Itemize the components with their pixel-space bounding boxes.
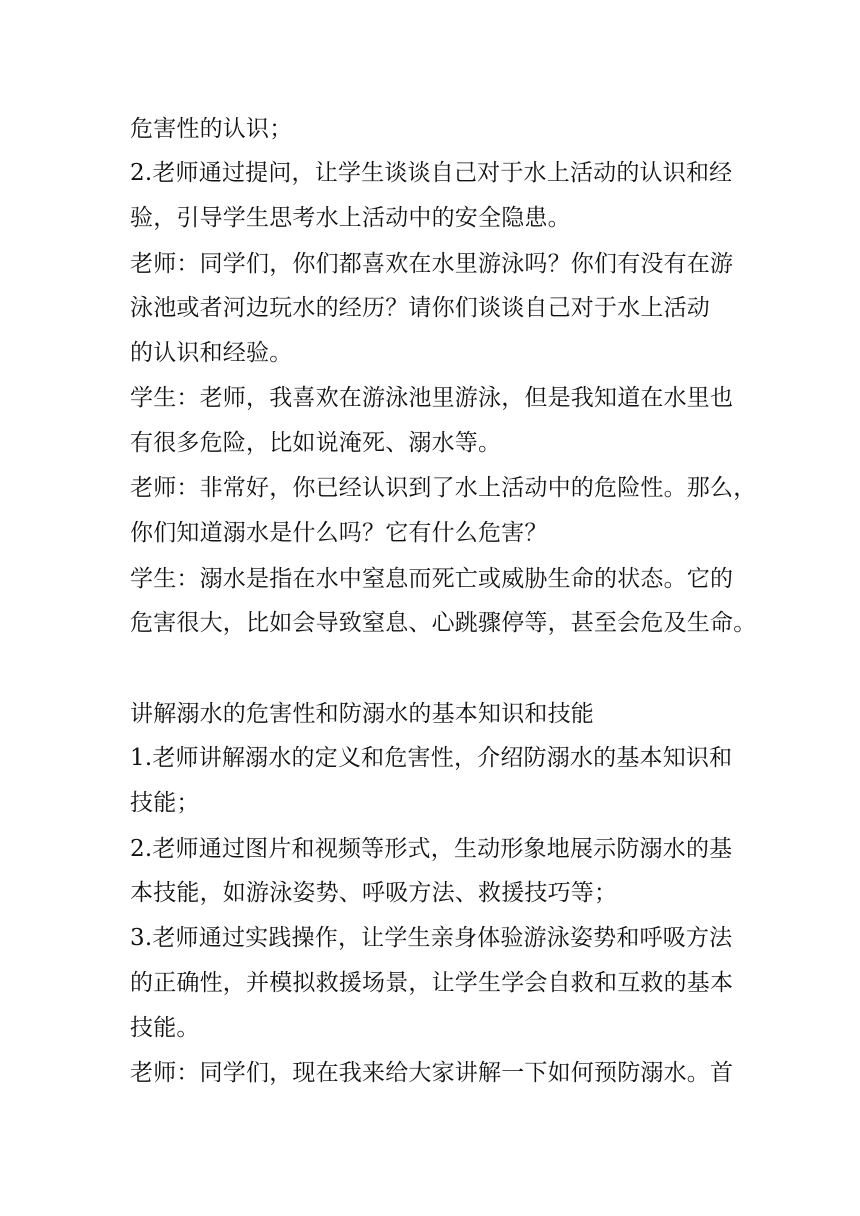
text-line: 你们知道溺水是什么吗？它有什么危害？ [130,520,548,546]
text-line: 本技能，如游泳姿势、呼吸方法、救援技巧等； [130,880,618,906]
text-line: 危害性的认识； [130,116,293,142]
text-line: 学生：老师，我喜欢在游泳池里游泳，但是我知道在水里也 [130,385,734,411]
text-line: 老师：非常好，你已经认识到了水上活动中的危险性。那么， [130,475,757,501]
text-line: 2.老师通过图片和视频等形式，生动形象地展示防溺水的基 [130,836,733,862]
text-line: 泳池或者河边玩水的经历？请你们谈谈自己对于水上活动 [130,295,710,321]
text-line: 1.老师讲解溺水的定义和危害性，介绍防溺水的基本知识和 [130,745,733,771]
text-line: 3.老师通过实践操作，让学生亲身体验游泳姿势和呼吸方法 [130,925,733,951]
text-line: 2.老师通过提问，让学生谈谈自己对于水上活动的认识和经 [130,160,733,186]
text-line: 的认识和经验。 [130,340,293,366]
text-line: 学生：溺水是指在水中窒息而死亡或威胁生命的状态。它的 [130,566,734,592]
text-line: 有很多危险，比如说淹死、溺水等。 [130,430,502,456]
section-heading: 讲解溺水的危害性和防溺水的基本知识和技能 [130,701,594,727]
text-line: 验，引导学生思考水上活动中的安全隐患。 [130,205,571,231]
text-line: 的正确性，并模拟救援场景，让学生学会自救和互救的基本 [130,970,734,996]
text-line: 危害很大，比如会导致窒息、心跳骤停等，甚至会危及生命。 [130,610,757,636]
text-line: 老师：同学们，你们都喜欢在水里游泳吗？你们有没有在游 [130,251,734,277]
text-line: 技能； [130,790,200,816]
text-line: 老师：同学们，现在我来给大家讲解一下如何预防溺水。首 [130,1060,734,1086]
text-line: 技能。 [130,1015,200,1041]
